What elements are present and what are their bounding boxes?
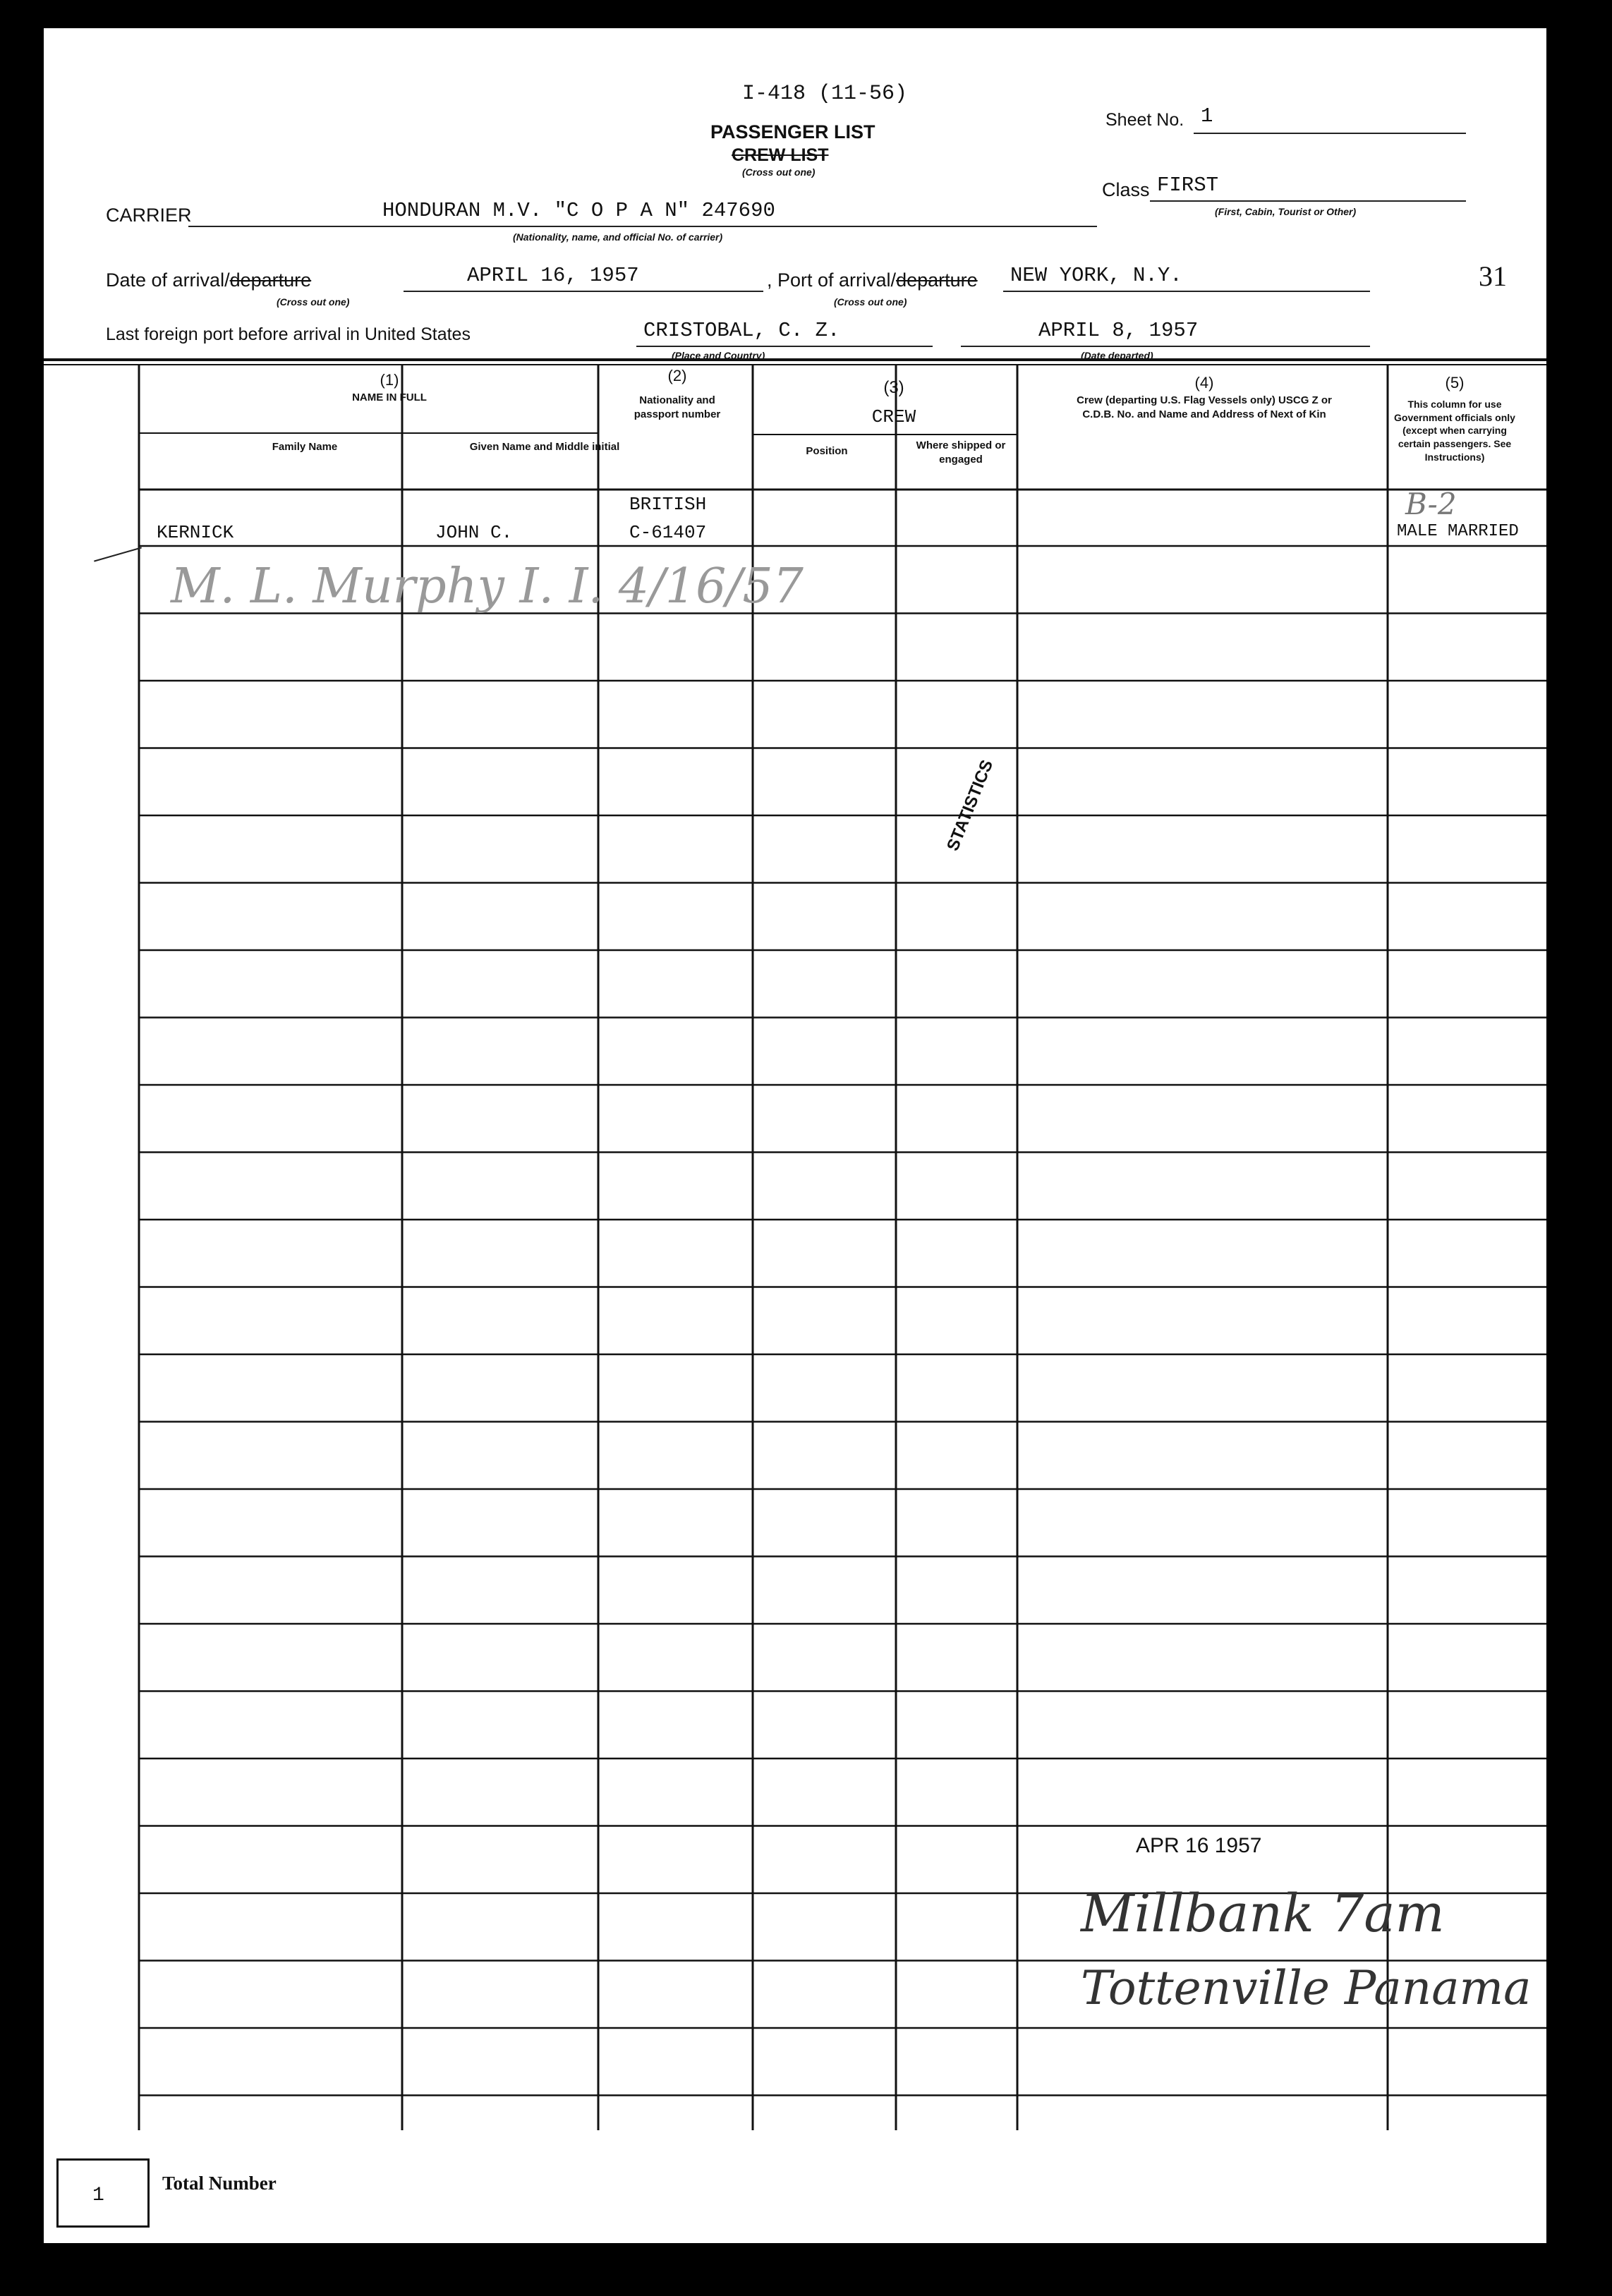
class-label: Class [1102, 179, 1150, 200]
arrival-note: (Cross out one) [277, 296, 350, 308]
date-departed-note: (Date departed) [1081, 350, 1153, 361]
arrival-date: APRIL 16, 1957 [467, 264, 639, 287]
date-stamp: APR 16 1957 [1136, 1834, 1262, 1857]
form-title: PASSENGER LIST [710, 121, 875, 142]
sheet-label: Sheet No. [1105, 110, 1184, 130]
col1-heading: (1) NAME IN FULL [352, 371, 427, 403]
col1b-heading: Given Name and Middle initial [469, 441, 620, 453]
col3-heading: (3) CREW [871, 378, 916, 428]
col3a-heading: Position [806, 445, 848, 457]
form-number: I-418 (11-56) [742, 82, 908, 106]
carrier-value: HONDURAN M.V. "C O P A N" 247690 [382, 199, 775, 222]
col3b-heading: Where shipped or engaged [916, 439, 1006, 466]
col4-heading: (4) Crew (departing U.S. Flag Vessels only) USCG Z or C.D.B. No. and Name and Address of Next of Kin [1077, 374, 1332, 420]
statistics-stamp: STATISTICS [943, 757, 998, 854]
entry-family-name: KERNICK [157, 522, 234, 543]
last-port-note: (Place and Country) [672, 350, 765, 361]
port-note: (Cross out one) [834, 296, 907, 308]
port-value: NEW YORK, N.Y. [1010, 264, 1182, 287]
col2-heading: (2) Nationality and passport number [634, 367, 721, 420]
page-number: 31 [1479, 260, 1507, 292]
total-box [56, 2158, 150, 2228]
last-port-label: Last foreign port before arrival in United States [106, 324, 471, 344]
official-note: MALE MARRIED [1397, 522, 1519, 541]
entry-given-name: JOHN C. [435, 522, 513, 543]
handwritten-note-2: Tottenville Panama [1081, 1961, 1532, 2015]
cross-out-note-top: (Cross out one) [742, 166, 816, 178]
total-label: Total Number [162, 2173, 277, 2194]
total-count: 1 [92, 2185, 104, 2206]
carrier-label: CARRIER [106, 205, 192, 226]
handwritten-signature-line: M. L. Murphy I. I. 4/16/57 [171, 559, 804, 614]
arrival-label: Date of arrival/departure [106, 269, 312, 291]
sheet-number: 1 [1201, 104, 1213, 128]
official-code: B-2 [1405, 487, 1457, 521]
carrier-note: (Nationality, name, and official No. of carrier) [513, 231, 723, 243]
entry-passport: C-61407 [629, 522, 707, 543]
manifest-page [44, 28, 1546, 2243]
col1a-heading: Family Name [272, 441, 338, 453]
col5-heading: (5) This column for use Government officials only (except when carrying certain passengers. See Instructions) [1394, 374, 1515, 463]
class-note: (First, Cabin, Tourist or Other) [1215, 206, 1357, 217]
entry-nationality: BRITISH [629, 494, 707, 515]
date-departed: APRIL 8, 1957 [1038, 319, 1199, 342]
last-port-value: CRISTOBAL, C. Z. [643, 319, 840, 342]
crew-list-struck: CREW LIST [732, 145, 829, 165]
class-value: FIRST [1157, 174, 1219, 197]
port-label: , Port of arrival/departure [767, 269, 978, 291]
handwritten-note-1: Millbank 7am [1081, 1883, 1445, 1944]
